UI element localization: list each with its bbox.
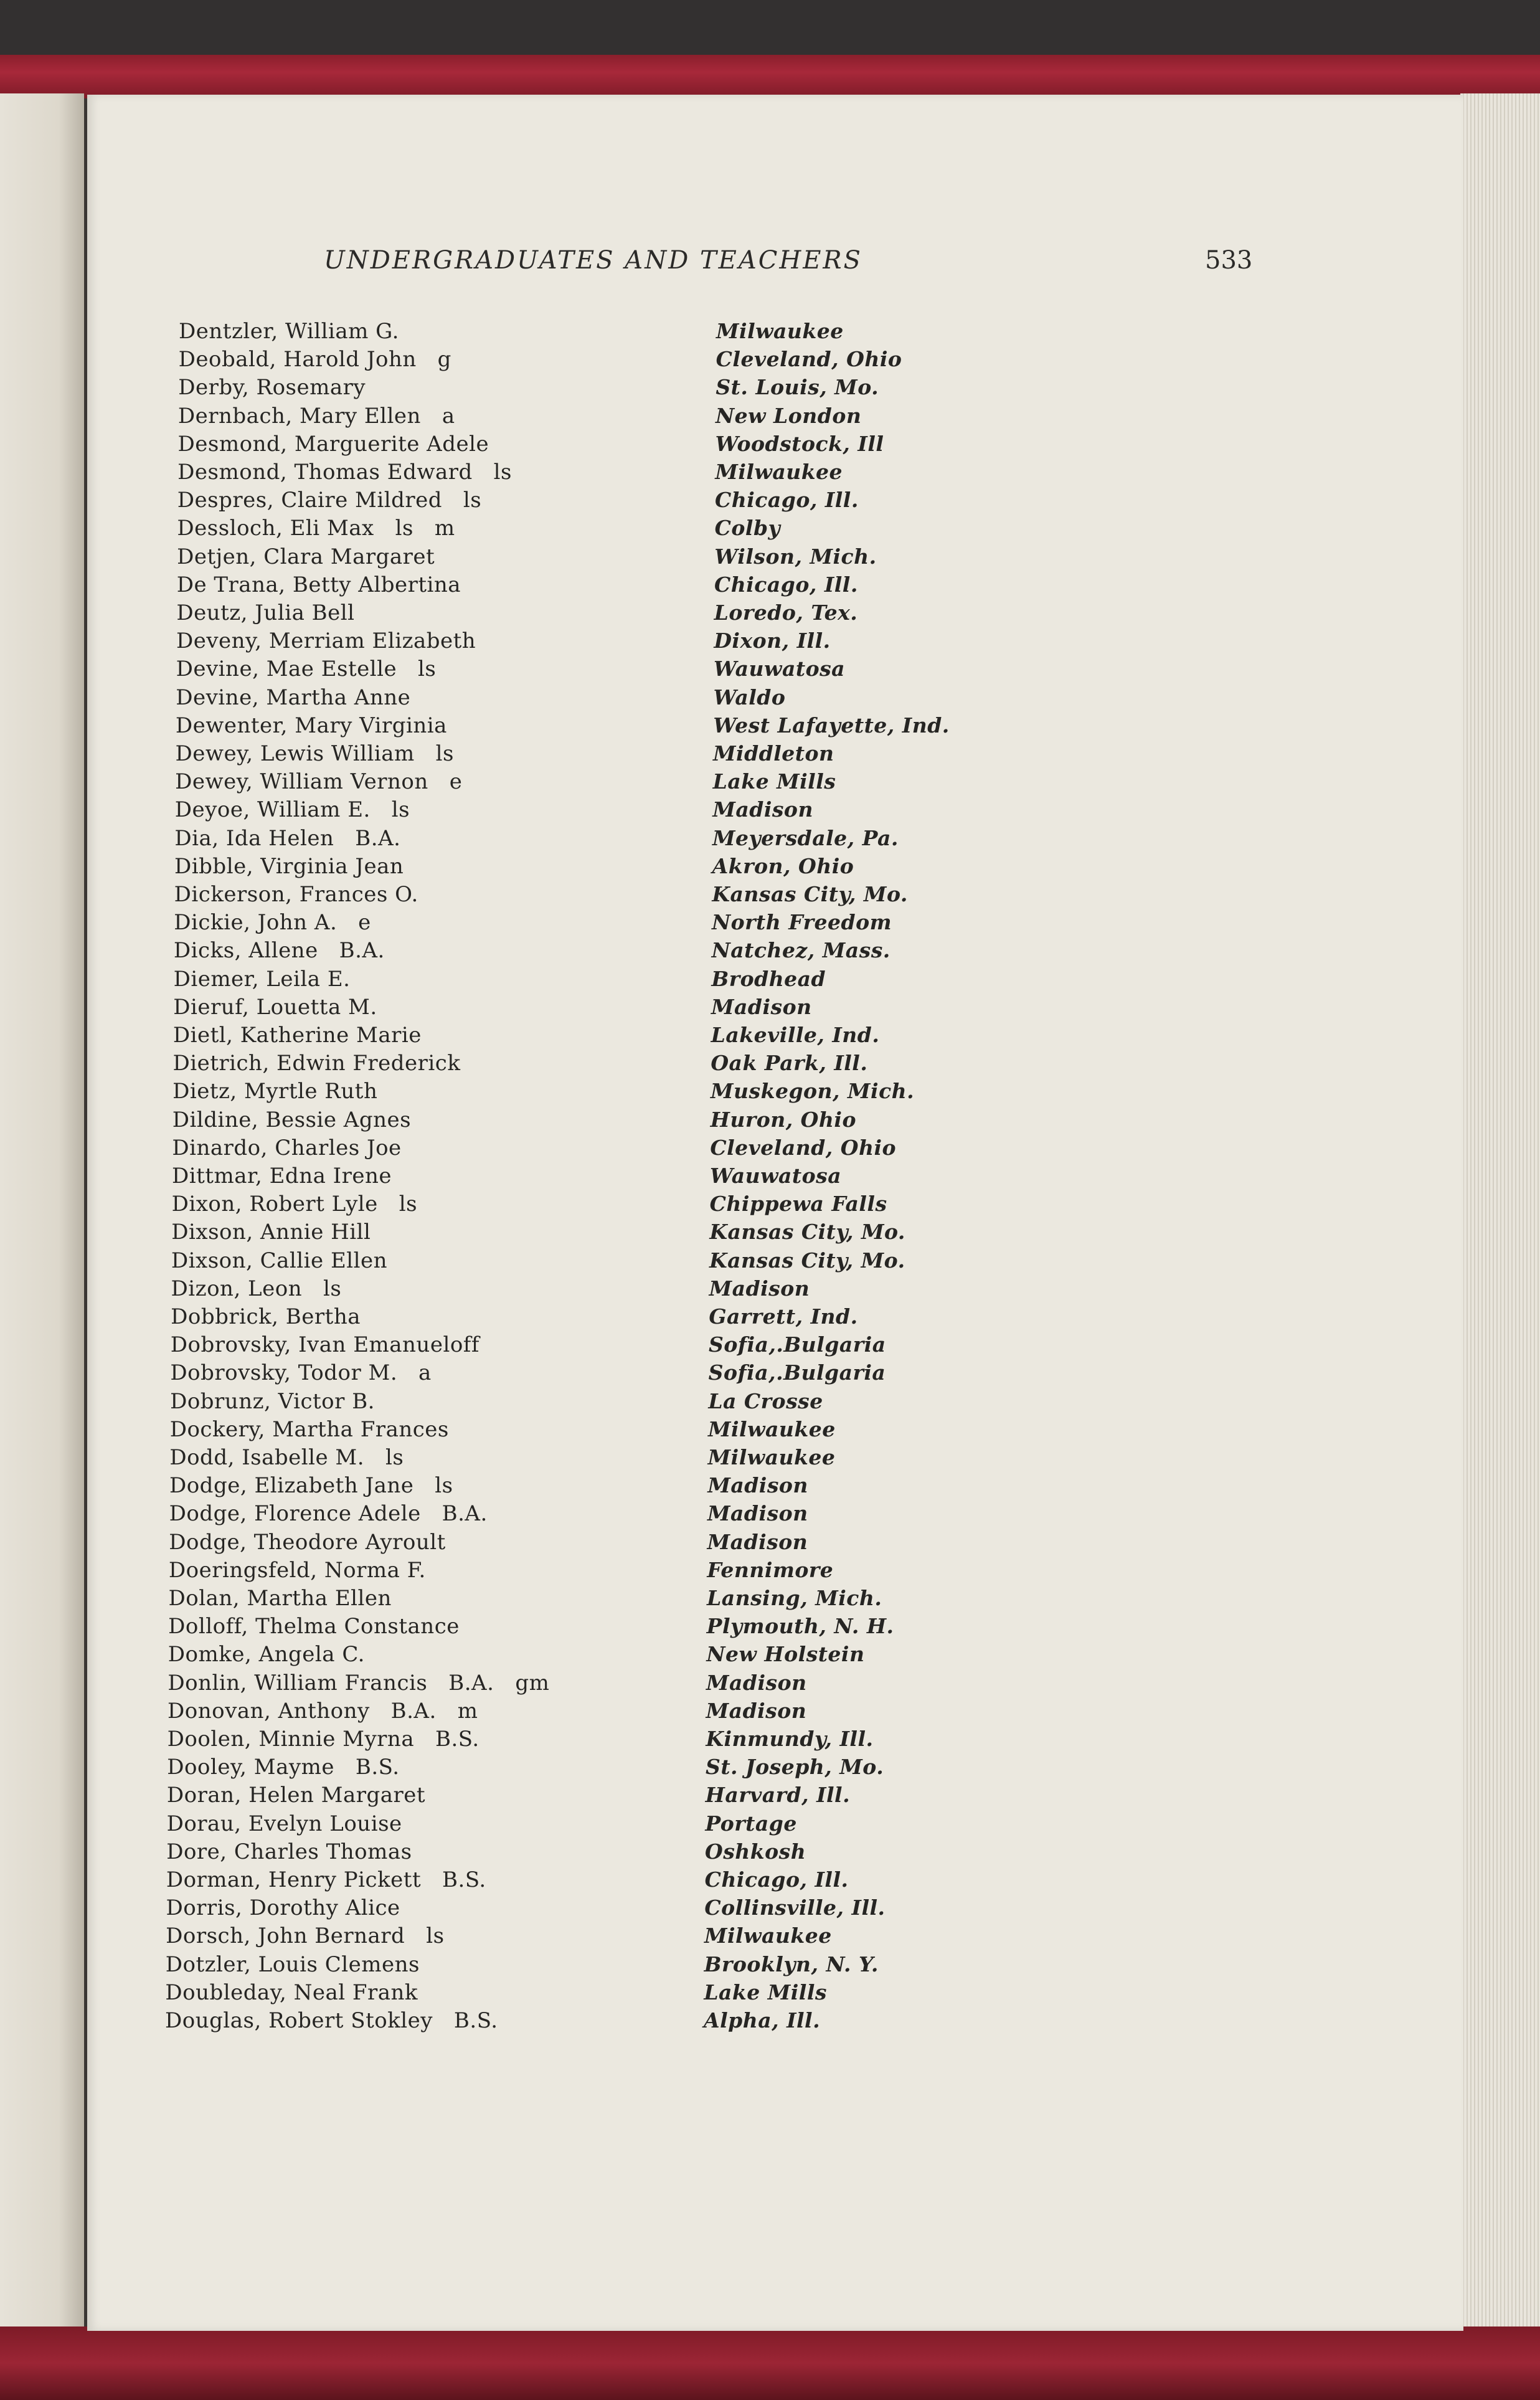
entry-name: Doeringsfeld, Norma F. <box>168 1557 426 1583</box>
entry-name: Dotzler, Louis Clemens <box>165 1952 420 1977</box>
entry-name: Desmond, Marguerite Adele <box>177 431 489 457</box>
entry-place: Kansas City, Mo. <box>709 1248 905 1273</box>
entry-name: Donlin, William Francis B.A. gm <box>168 1670 550 1696</box>
entry-place: West Lafayette, Ind. <box>713 713 950 738</box>
entry-name: Devine, Martha Anne <box>176 685 411 710</box>
book-cover-top-edge <box>0 55 1540 98</box>
entry-name: Dobrovsky, Ivan Emanueloff <box>170 1332 479 1358</box>
entry-place: Madison <box>707 1501 808 1526</box>
entry-name: Dodge, Theodore Ayroult <box>169 1529 446 1555</box>
entry-place: Waldo <box>713 685 786 709</box>
entry-place: Dixon, Ill. <box>714 628 831 653</box>
entry-place: Chicago, Ill. <box>704 1867 849 1892</box>
entry-name: Dobbrick, Bertha <box>171 1304 361 1329</box>
page-stack-edge <box>1460 93 1540 2330</box>
entry-name: Dobrunz, Victor B. <box>170 1388 375 1414</box>
running-head: UNDERGRADUATES AND TEACHERS <box>324 246 862 275</box>
entry-name: Deutz, Julia Bell <box>176 600 355 625</box>
entry-place: Brooklyn, N. Y. <box>704 1952 879 1976</box>
entry-place: New London <box>715 403 862 428</box>
entry-place: Lake Mills <box>712 769 836 794</box>
entry-name: Dessloch, Eli Max ls m <box>177 516 455 541</box>
entry-name: Dewenter, Mary Virginia <box>175 713 447 738</box>
entry-name: Dobrovsky, Todor M. a <box>170 1360 432 1386</box>
entry-place: Lansing, Mich. <box>707 1586 882 1610</box>
entry-place: Akron, Ohio <box>712 853 854 878</box>
entry-place: Milwaukee <box>707 1445 836 1469</box>
entry-place: Madison <box>706 1698 807 1723</box>
entry-name: Dodge, Florence Adele B.A. <box>169 1501 488 1527</box>
entry-place: St. Joseph, Mo. <box>705 1755 884 1780</box>
entry-place: Alpha, Ill. <box>704 2008 821 2032</box>
entry-place: Cleveland, Ohio <box>716 347 902 372</box>
entry-name: Deobald, Harold John g <box>178 347 451 372</box>
entry-name: Dibble, Virginia Jean <box>174 853 404 879</box>
entry-name: Domke, Angela C. <box>168 1642 365 1667</box>
entry-place: Wilson, Mich. <box>714 544 877 569</box>
entry-name: Dernbach, Mary Ellen a <box>177 403 455 429</box>
entry-place: Collinsville, Ill. <box>704 1895 886 1920</box>
book-cover-bottom-edge <box>0 2326 1540 2400</box>
entry-place: Kansas City, Mo. <box>709 1220 905 1245</box>
scan-background-top <box>0 0 1540 59</box>
entry-place: Lake Mills <box>704 1980 827 2004</box>
entry-name: Dieruf, Louetta M. <box>173 994 377 1020</box>
entry-name: Deveny, Merriam Elizabeth <box>176 628 476 654</box>
entry-name: Devine, Mae Estelle ls <box>176 657 437 682</box>
entry-place: Wauwatosa <box>713 657 846 681</box>
entry-place: Kinmundy, Ill. <box>706 1727 874 1751</box>
entry-place: Chicago, Ill. <box>714 572 858 597</box>
entry-name: Dewey, William Vernon e <box>175 769 463 795</box>
entry-name: De Trana, Betty Albertina <box>176 572 461 597</box>
entry-name: Dorsch, John Bernard ls <box>166 1923 445 1949</box>
entry-name: Doolen, Minnie Myrna B.S. <box>167 1727 479 1752</box>
entry-name: Dolloff, Thelma Constance <box>168 1614 460 1639</box>
entry-place: Madison <box>709 1276 810 1301</box>
entry-place: Brodhead <box>711 966 826 991</box>
entry-name: Doran, Helen Margaret <box>166 1783 426 1808</box>
entry-name: Dittmar, Edna Irene <box>172 1164 392 1188</box>
entry-name: Dodd, Isabelle M. ls <box>169 1445 404 1470</box>
entry-name: Dixson, Callie Ellen <box>171 1248 388 1273</box>
entry-name: Diemer, Leila E. <box>173 966 351 992</box>
entry-place: Madison <box>707 1473 808 1498</box>
entry-place: Oshkosh <box>704 1839 806 1864</box>
entry-name: Dietz, Myrtle Ruth <box>172 1079 378 1104</box>
entry-name: Despres, Claire Mildred ls <box>177 488 482 513</box>
entry-name: Dia, Ida Helen B.A. <box>174 825 401 851</box>
entry-name: Douglas, Robert Stokley B.S. <box>165 2008 498 2033</box>
entry-place: New Holstein <box>706 1642 865 1667</box>
entry-name: Doubleday, Neal Frank <box>165 1980 418 2005</box>
entry-place: Chicago, Ill. <box>714 488 859 513</box>
entry-name: Dizon, Leon ls <box>171 1276 342 1301</box>
entry-place: North Freedom <box>711 910 892 935</box>
entry-name: Desmond, Thomas Edward ls <box>177 460 513 485</box>
entry-place: Fennimore <box>707 1557 834 1582</box>
entry-place: St. Louis, Mo. <box>716 375 879 400</box>
entry-name: Dorau, Evelyn Louise <box>166 1811 402 1836</box>
page-number: 533 <box>1205 246 1253 275</box>
entry-name: Dore, Charles Thomas <box>166 1839 412 1864</box>
entry-place: Plymouth, N. H. <box>706 1614 894 1639</box>
entry-place: Sofia,.Bulgaria <box>708 1360 886 1385</box>
entry-place: Kansas City, Mo. <box>712 882 908 906</box>
entry-place: Muskegon, Mich. <box>710 1079 915 1104</box>
entry-place: Meyersdale, Pa. <box>712 825 899 850</box>
entry-place: Madison <box>706 1670 807 1695</box>
entry-place: Wauwatosa <box>710 1164 842 1188</box>
entry-place: Garrett, Ind. <box>709 1304 858 1329</box>
entry-place: La Crosse <box>708 1388 823 1413</box>
entry-place: Milwaukee <box>704 1923 832 1948</box>
entry-place: Colby <box>714 516 781 541</box>
entry-place: Huron, Ohio <box>710 1107 856 1132</box>
entry-name: Dixson, Annie Hill <box>171 1220 371 1245</box>
entry-place: Oak Park, Ill. <box>711 1051 868 1076</box>
entry-name: Dickerson, Frances O. <box>174 882 418 907</box>
entry-place: Milwaukee <box>707 1416 836 1441</box>
facing-page-edge <box>0 93 84 2330</box>
entry-place: Madison <box>711 994 812 1019</box>
entry-name: Dentzler, William G. <box>179 319 399 344</box>
entry-place: Milwaukee <box>715 460 843 484</box>
entry-name: Deyoe, William E. ls <box>174 797 410 823</box>
entry-place: Cleveland, Ohio <box>710 1135 897 1160</box>
entry-place: Sofia,.Bulgaria <box>708 1332 886 1357</box>
entry-name: Detjen, Clara Margaret <box>177 544 435 569</box>
entry-name: Dewey, Lewis William ls <box>175 741 454 766</box>
entry-name: Dietl, Katherine Marie <box>172 1023 422 1048</box>
entry-name: Dolan, Martha Ellen <box>168 1586 392 1611</box>
entry-place: Harvard, Ill. <box>705 1783 851 1808</box>
entry-name: Dickie, John A. e <box>174 910 371 936</box>
entry-name: Dockery, Martha Frances <box>169 1416 449 1442</box>
entry-name: Dixon, Robert Lyle ls <box>171 1192 418 1217</box>
entry-name: Dooley, Mayme B.S. <box>167 1755 400 1780</box>
entry-name: Dildine, Bessie Agnes <box>172 1107 412 1132</box>
entry-place: Milwaukee <box>716 319 844 343</box>
entry-name: Dorman, Henry Pickett B.S. <box>166 1867 486 1892</box>
entry-place: Middleton <box>713 741 834 766</box>
entry-place: Woodstock, Ill <box>715 431 884 456</box>
entry-place: Madison <box>712 797 813 822</box>
entry-place: Loredo, Tex. <box>714 600 858 625</box>
entry-place: Madison <box>707 1529 808 1554</box>
entry-name: Dorris, Dorothy Alice <box>166 1895 400 1921</box>
entry-name: Dodge, Elizabeth Jane ls <box>169 1473 453 1499</box>
entry-name: Dinardo, Charles Joe <box>172 1135 402 1160</box>
entry-place: Portage <box>705 1811 797 1836</box>
entry-name: Dietrich, Edwin Frederick <box>172 1051 461 1076</box>
entry-name: Derby, Rosemary <box>178 375 366 401</box>
entry-place: Lakeville, Ind. <box>711 1023 880 1047</box>
entry-place: Chippewa Falls <box>709 1192 887 1217</box>
entry-place: Natchez, Mass. <box>711 938 890 963</box>
entry-name: Dicks, Allene B.A. <box>173 938 385 964</box>
entry-name: Donovan, Anthony B.A. m <box>168 1698 478 1724</box>
